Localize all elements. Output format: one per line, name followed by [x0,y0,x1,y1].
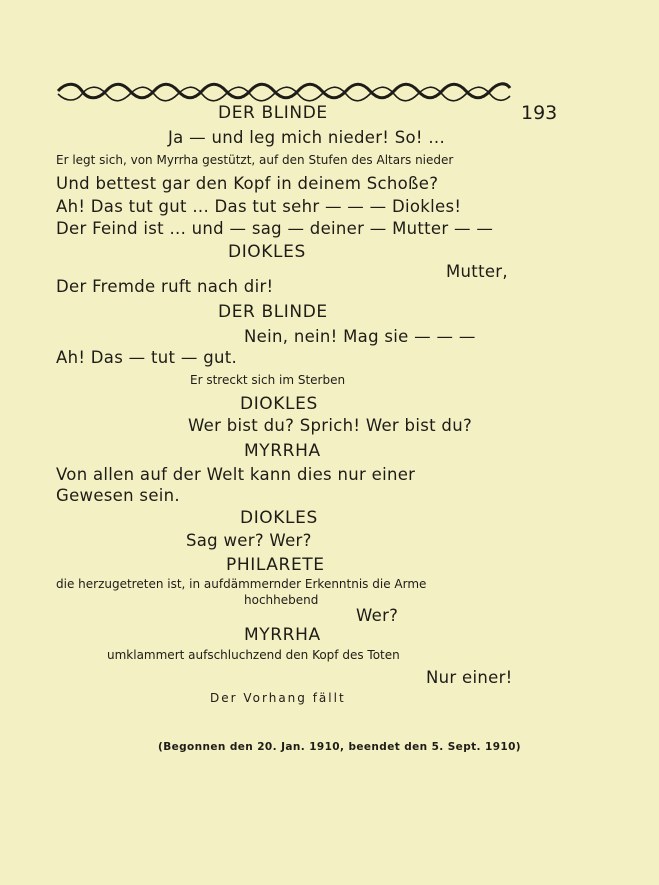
verse-line: Wer? [356,606,399,625]
stage-direction: Er legt sich, von Myrrha gestützt, auf den Stufen des Altars nieder [56,153,454,167]
stage-direction: Er streckt sich im Sterben [190,373,346,387]
curtain-direction: Der Vorhang fällt [210,691,346,705]
speaker-name: DIOKLES [228,242,306,262]
stage-direction: umklammert aufschluchzend den Kopf des Toten [107,648,400,662]
date-footnote: (Begonnen den 20. Jan. 1910, beendet den 5. Sept. 1910) [158,741,522,753]
verse-line: Ah! Das tut gut ... Das tut sehr — — — Diokles! [56,197,462,216]
speaker-name: MYRRHA [244,625,321,645]
speaker-name: DER BLINDE [218,302,328,322]
verse-line: Und bettest gar den Kopf in deinem Schoße? [56,174,439,193]
ornamental-header-band [56,80,512,102]
page-number: 193 [521,102,558,124]
verse-line: Nur einer! [426,668,513,687]
verse-line: Wer bist du? Sprich! Wer bist du? [188,416,473,435]
stage-direction: hochhebend [244,593,319,607]
speaker-name: DIOKLES [240,394,318,414]
verse-line: Gewesen sein. [56,486,180,505]
running-title: DER BLINDE [218,103,328,123]
verse-line: Nein, nein! Mag sie — — — [244,327,476,346]
verse-line: Von allen auf der Welt kann dies nur einer [56,465,416,484]
speaker-name: PHILARETE [226,555,325,575]
verse-line: Mutter, [446,262,508,281]
stage-direction: die herzugetreten ist, in aufdämmernder Erkenntnis die Arme [56,577,427,591]
verse-line: Der Feind ist ... und — sag — deiner — Mutter — — [56,219,494,238]
speaker-name: MYRRHA [244,441,321,461]
verse-line: Ja — und leg mich nieder! So! ... [168,128,446,147]
verse-line: Der Fremde ruft nach dir! [56,277,274,296]
verse-line: Ah! Das — tut — gut. [56,348,238,367]
verse-line: Sag wer? Wer? [186,531,312,550]
speaker-name: DIOKLES [240,508,318,528]
